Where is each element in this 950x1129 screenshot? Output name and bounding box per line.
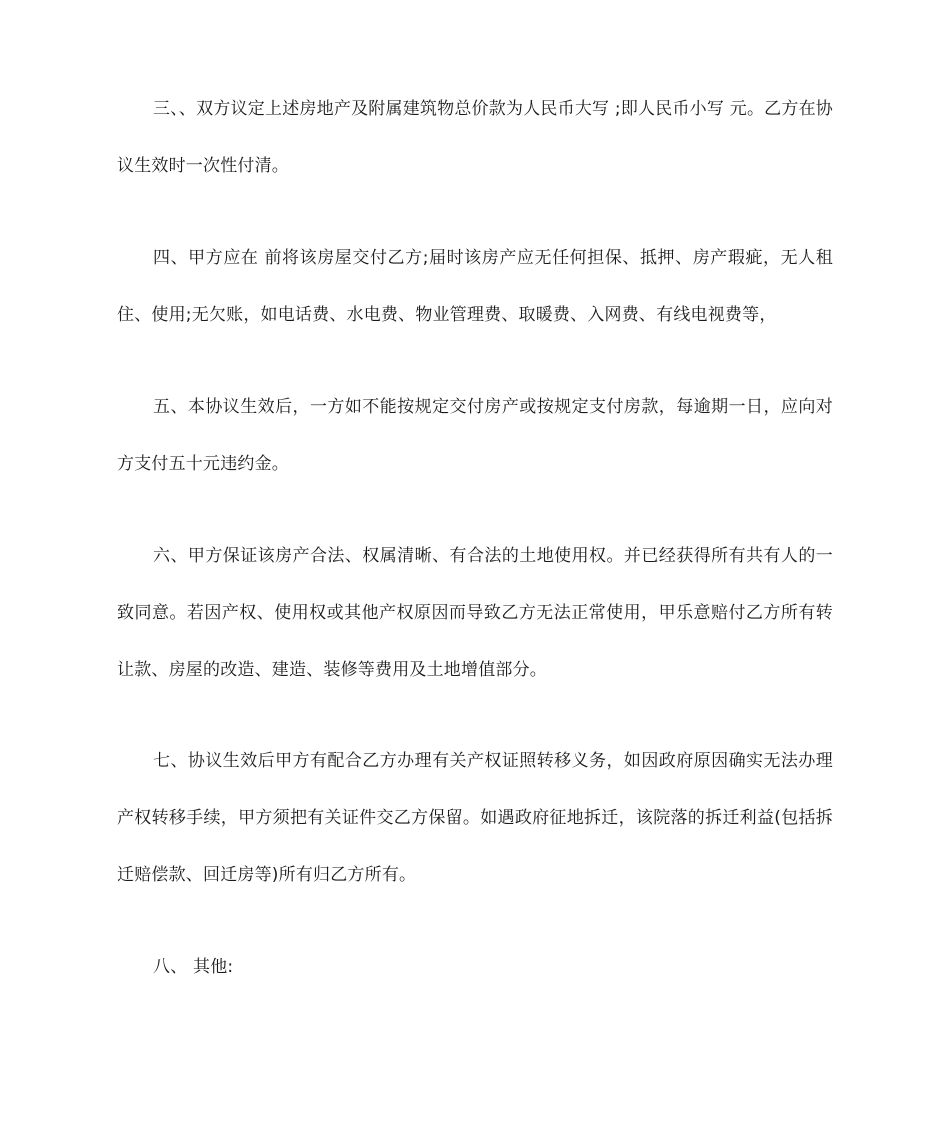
clause-4-paragraph: 四、甲方应在 前将该房屋交付乙方;届时该房产应无任何担保、抵押、房产瑕疵，无人租住、使用;无欠账，如电话费、水电费、物业管理费、取暖费、入网费、有线电视费等， bbox=[117, 248, 833, 325]
clause-7-paragraph: 七、协议生效后甲方有配合乙方办理有关产权证照转移义务，如因政府原因确实无法办理产权转移手续，甲方须把有关证件交乙方保留。如遇政府征地拆迁，该院落的拆迁利益(包括拆迁赔偿款、回迁房等)所有归乙方所有。 bbox=[117, 751, 833, 885]
clause-3-paragraph: 三、、双方议定上述房地产及附属建筑物总价款为人民币大写 ;即人民币小写 元。乙方在协议生效时一次性付清。 bbox=[117, 99, 833, 176]
clause-5-paragraph: 五、本协议生效后，一方如不能按规定交付房产或按规定支付房款，每逾期一日，应向对方支付五十元违约金。 bbox=[117, 397, 833, 474]
clause-6-paragraph: 六、甲方保证该房产合法、权属清晰、有合法的土地使用权。并已经获得所有共有人的一致同意。若因产权、使用权或其他产权原因而导致乙方无法正常使用，甲乐意赔付乙方所有转让款、房屋的改造、建造、装修等费用及土地增值部分。 bbox=[117, 546, 833, 680]
clause-8-paragraph: 八、 其他: bbox=[153, 957, 234, 977]
